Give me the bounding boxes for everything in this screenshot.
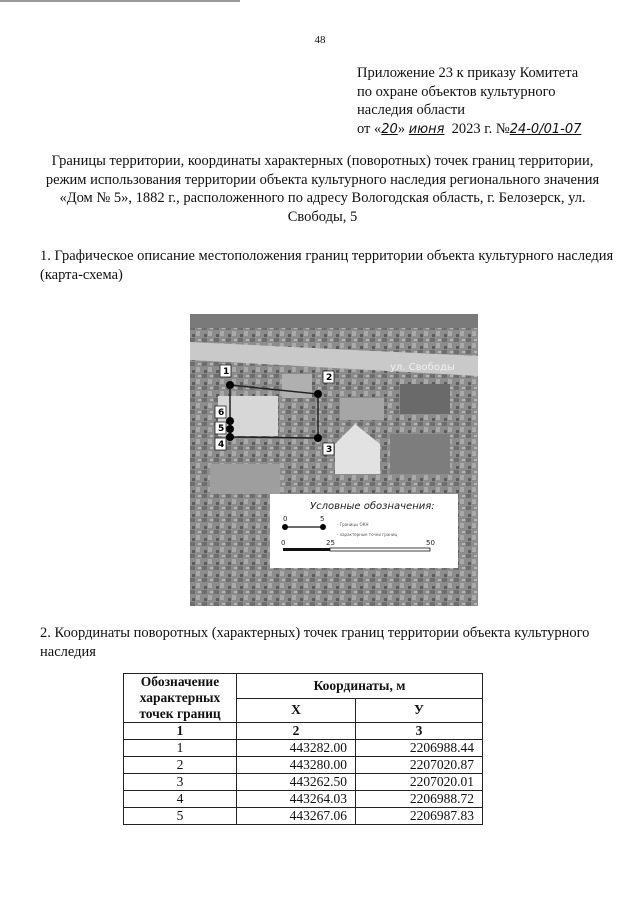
- legend-scale-small-0: 0: [283, 515, 288, 523]
- building: [390, 434, 450, 474]
- coord-x: 443282.00: [237, 740, 356, 757]
- coordinates-table: [123, 673, 483, 825]
- table-index-row: [124, 723, 483, 740]
- date-year: 2023 г. №: [451, 120, 510, 137]
- section-1-heading: 1. Графическое описание местоположения границ территории объекта культурного наследия (карта-схема): [40, 248, 614, 283]
- point-label-5: 5: [218, 424, 225, 434]
- header-coordinates: Координаты, м: [237, 674, 483, 699]
- coord-y: 2206988.44: [356, 740, 483, 757]
- scale-bar-filled: [283, 548, 330, 551]
- point-marker: [314, 390, 322, 398]
- date-day: 20: [381, 121, 398, 137]
- point-label-4: 4: [218, 440, 225, 450]
- point-marker: [226, 417, 234, 425]
- point-id: 3: [124, 774, 237, 791]
- section-2-heading: 2. Координаты поворотных (характерных) точек границ территории объекта культурного наследия: [40, 625, 590, 660]
- header-point-label: Обозначение характерных точек границ: [124, 674, 237, 723]
- table-row: [124, 791, 483, 808]
- page-number: 48: [314, 34, 326, 46]
- point-id: 5: [124, 808, 237, 825]
- building: [400, 384, 450, 414]
- coord-y: 2206987.83: [356, 808, 483, 825]
- legend-point-icon: [282, 524, 288, 530]
- street-label: ул. Свободы: [390, 362, 455, 373]
- index-col-2: 2: [237, 723, 356, 740]
- top-rule: [0, 0, 240, 2]
- map-scheme: [190, 314, 478, 606]
- index-col-1: 1: [124, 723, 237, 740]
- point-id: 2: [124, 757, 237, 774]
- building: [282, 374, 312, 398]
- coord-x: 443262.50: [237, 774, 356, 791]
- coord-y: 2207020.87: [356, 757, 483, 774]
- legend-item-1: - Границы ОКН: [337, 522, 369, 527]
- table-row: [124, 774, 483, 791]
- appendix-block: [357, 64, 627, 139]
- index-col-3: 3: [356, 723, 483, 740]
- point-marker: [226, 381, 234, 389]
- map-legend: [270, 494, 458, 568]
- appendix-line-1: Приложение 23 к приказу Комитета: [357, 65, 579, 81]
- coord-y: 2206988.72: [356, 791, 483, 808]
- coord-x: 443280.00: [237, 757, 356, 774]
- building: [210, 464, 280, 494]
- order-number: 24-0/01-07: [509, 121, 582, 137]
- point-label-1: 1: [223, 367, 230, 377]
- coord-x: 443264.03: [237, 791, 356, 808]
- point-marker: [314, 434, 322, 442]
- point-label-2: 2: [326, 373, 333, 383]
- building: [340, 398, 384, 420]
- legend-title: Условные обозначения:: [310, 501, 435, 512]
- header-x: Х: [237, 698, 356, 723]
- header-y: У: [356, 698, 483, 723]
- document-title: Границы территории, координаты характерных (поворотных) точек границ территории, режим использования территории объекта культурного наследия регионального значения «Дом № 5», 1882 г., расположенного по адресу Вологодская область, г. Белозерск, ул. Свободы, 5: [45, 153, 600, 225]
- point-label-3: 3: [326, 445, 333, 455]
- scale-label-0: 0: [281, 539, 286, 547]
- scale-label-50: 50: [426, 539, 435, 547]
- scale-bar-empty: [330, 548, 430, 551]
- point-id: 1: [124, 740, 237, 757]
- appendix-date-line: [357, 120, 627, 140]
- table-row: [124, 740, 483, 757]
- table-row: [124, 808, 483, 825]
- block-north: [190, 314, 478, 328]
- date-prefix: от «: [357, 120, 382, 137]
- point-label-6: 6: [218, 408, 225, 418]
- date-month: июня: [408, 121, 445, 137]
- point-marker: [226, 433, 234, 441]
- table-header-row: [124, 674, 483, 699]
- appendix-line-2: по охране объектов культурного: [357, 83, 556, 100]
- point-marker: [226, 425, 234, 433]
- point-id: 4: [124, 791, 237, 808]
- appendix-line-3: наследия области: [357, 102, 466, 118]
- legend-item-2: - характерные точки границ: [337, 532, 398, 537]
- scale-label-25: 25: [326, 539, 335, 547]
- legend-point-icon: [320, 524, 326, 530]
- date-mid: »: [397, 120, 406, 137]
- coord-x: 443267.06: [237, 808, 356, 825]
- legend-scale-small-5: 5: [320, 515, 325, 523]
- table-row: [124, 757, 483, 774]
- coord-y: 2207020.01: [356, 774, 483, 791]
